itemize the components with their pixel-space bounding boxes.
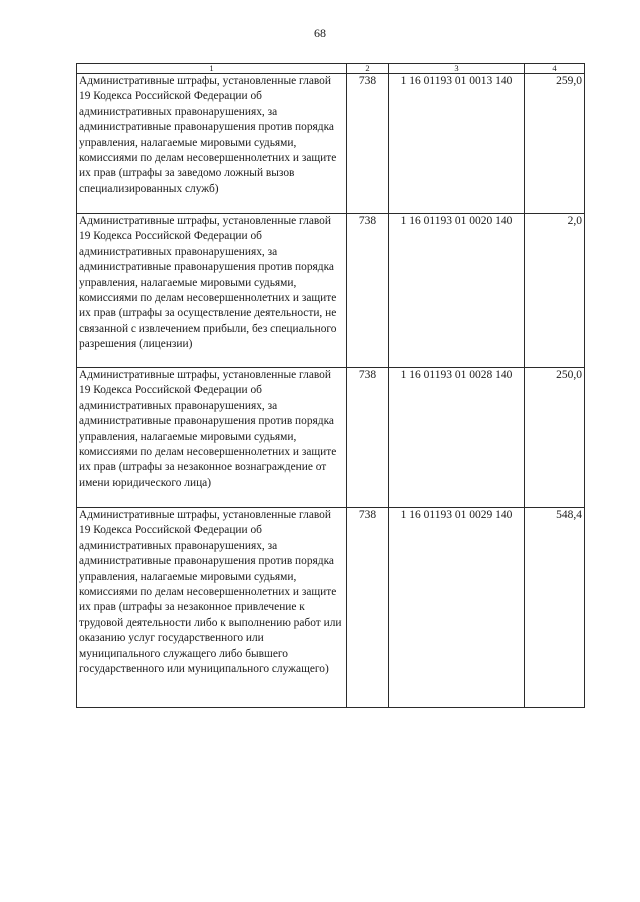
column-header-4: 4 (525, 64, 585, 74)
fine-description: Административные штрафы, установленные главой 19 Кодекса Российской Федерации об административных правонарушениях, за административные правонарушения против порядка управления, налагаемые мировыми судьями, комиссиями по делам несовершеннолетних и защите их прав (штрафы за осуществление деятельности, не связанной с извлечением прибыли, без специального разрешения (лицензии) (77, 214, 347, 368)
table-header-row (77, 64, 585, 74)
fines-table (76, 63, 585, 708)
amount-value: 548,4 (525, 508, 585, 708)
fine-description: Административные штрафы, установленные главой 19 Кодекса Российской Федерации об административных правонарушениях, за административные правонарушения против порядка управления, налагаемые мировыми судьями, комиссиями по делам несовершеннолетних и защите их прав (штрафы за незаконное вознаграждение от имени юридического лица) (77, 368, 347, 508)
amount-value: 259,0 (525, 74, 585, 214)
amount-value: 250,0 (525, 368, 585, 508)
budget-classification-code: 1 16 01193 01 0029 140 (389, 508, 525, 708)
table-row (77, 74, 585, 214)
table-row (77, 368, 585, 508)
column-header-2: 2 (347, 64, 389, 74)
administrator-code: 738 (347, 214, 389, 368)
administrator-code: 738 (347, 74, 389, 214)
budget-classification-code: 1 16 01193 01 0020 140 (389, 214, 525, 368)
fine-description: Административные штрафы, установленные главой 19 Кодекса Российской Федерации об административных правонарушениях, за административные правонарушения против порядка управления, налагаемые мировыми судьями, комиссиями по делам несовершеннолетних и защите их прав (штрафы за заведомо ложный вызов специализированных служб) (77, 74, 347, 214)
table-row (77, 508, 585, 708)
fine-description: Административные штрафы, установленные главой 19 Кодекса Российской Федерации об административных правонарушениях, за административные правонарушения против порядка управления, налагаемые мировыми судьями, комиссиями по делам несовершеннолетних и защите их прав (штрафы за незаконное привлечение к трудовой деятельности либо к выполнению работ или оказанию услуг государственного или муниципального служащего либо бывшего государственного или муниципального служащего) (77, 508, 347, 708)
administrator-code: 738 (347, 508, 389, 708)
page-number: 68 (314, 26, 326, 40)
budget-classification-code: 1 16 01193 01 0028 140 (389, 368, 525, 508)
amount-value: 2,0 (525, 214, 585, 368)
table-row (77, 214, 585, 368)
administrator-code: 738 (347, 368, 389, 508)
budget-classification-code: 1 16 01193 01 0013 140 (389, 74, 525, 214)
column-header-1: 1 (77, 64, 347, 74)
column-header-3: 3 (389, 64, 525, 74)
